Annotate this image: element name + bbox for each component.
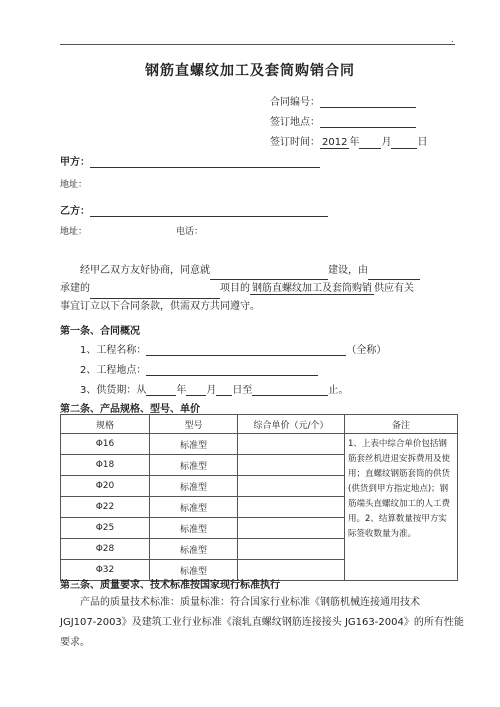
spec-cell: Φ32: [61, 560, 150, 581]
remark-cell: 1、上表中综合单价包括钢筋套丝机进退安拆费用及使用；直螺纹钢筋套筒的供货(供货到甲方指定地点)；钢筋端头直螺纹加工的人工费用。2、结算数量按甲方实际签收数量为准。: [345, 434, 458, 581]
project-name-field[interactable]: [146, 343, 346, 356]
project-location-label: 2、工程地点：: [80, 365, 147, 376]
delivery-to-label: 日至: [232, 385, 253, 396]
intro-part1: 经甲乙双方友好协商，同意就: [80, 265, 210, 276]
delivery-period-row: [80, 381, 348, 396]
column-header: 备注: [345, 415, 458, 434]
price-cell[interactable]: [238, 497, 345, 518]
sign-month-field[interactable]: [359, 136, 381, 149]
price-cell[interactable]: [238, 434, 345, 455]
price-cell[interactable]: [238, 539, 345, 560]
price-cell[interactable]: [238, 476, 345, 497]
page-title: 钢筋直螺纹加工及套筒购销合同: [145, 63, 355, 79]
party-a-row: [60, 153, 320, 168]
project-name-row: [80, 341, 386, 356]
product-table: [60, 414, 458, 581]
table-row: [61, 434, 458, 455]
contract-number-field[interactable]: [320, 95, 416, 108]
spec-cell: Φ20: [61, 476, 150, 497]
party-a-label: 甲方：: [60, 157, 90, 168]
article-3-heading: 第三条、质量要求、技术标准按国家现行标准执行: [60, 580, 280, 591]
intro-line-3: 事宜订立以下合同条款，供需双方共同遵守。: [60, 301, 260, 312]
price-cell[interactable]: [238, 455, 345, 476]
intro-line-1: [80, 261, 420, 280]
header-mark: .: [451, 35, 454, 44]
year-char: 年: [349, 137, 360, 148]
header-rule: [60, 44, 455, 45]
delivery-month-field[interactable]: [186, 383, 206, 396]
column-header: 综合单价（元/个）: [238, 415, 345, 434]
sign-place-label: 签订地点：: [270, 117, 320, 128]
model-cell: 标准型: [150, 497, 238, 518]
delivery-from-label: 3、供货期：从: [80, 385, 147, 396]
party-a-address-label: 地址：: [60, 180, 88, 190]
spec-cell: Φ25: [61, 518, 150, 539]
intro-part3: 承建的: [60, 283, 90, 294]
intro-part5: 供应有关: [374, 283, 414, 294]
sign-day-field[interactable]: [391, 136, 417, 149]
contract-number-label: 合同编号：: [270, 97, 320, 108]
party-a-field[interactable]: [90, 155, 320, 168]
spec-cell: Φ22: [61, 497, 150, 518]
column-header: 规格: [61, 415, 150, 434]
sign-time-row: [270, 133, 427, 149]
model-cell: 标准型: [150, 455, 238, 476]
column-header: 型号: [150, 415, 238, 434]
delivery-month-char: 月: [206, 385, 217, 396]
table-header-row: [61, 415, 458, 434]
month-char: 月: [381, 137, 392, 148]
intro-part4: 项目的: [220, 283, 250, 294]
delivery-day-field[interactable]: [216, 383, 232, 396]
delivery-end-field[interactable]: [252, 383, 328, 396]
article-2-heading: 第二条、产品规格、型号、单价: [60, 404, 200, 415]
delivery-end-char: 止。: [328, 385, 349, 396]
party-b-label: 乙方：: [60, 206, 90, 217]
spec-cell: Φ16: [61, 434, 150, 455]
sign-place-row: [270, 113, 416, 128]
sign-year: 2012: [322, 137, 348, 148]
project-name-label: 1、工程名称：: [80, 345, 147, 356]
project-name-suffix: （全称）: [346, 345, 387, 356]
project-location-row: [80, 361, 318, 376]
quality-line-1: 产品的质量技术标准：质量标准：符合国家行业标准《钢筋机械连接通用技术: [80, 597, 420, 608]
party-b-phone-label: 电话：: [176, 227, 204, 237]
day-char: 日: [417, 137, 428, 148]
spec-cell: Φ18: [61, 455, 150, 476]
delivery-year-field[interactable]: [146, 383, 176, 396]
party-b-row: [60, 202, 328, 217]
model-cell: 标准型: [150, 434, 238, 455]
spec-cell: Φ28: [61, 539, 150, 560]
intro-product: 钢筋直螺纹加工及套筒购销: [252, 283, 372, 294]
article-1-heading: 第一条、合同概况: [60, 326, 140, 337]
model-cell: 标准型: [150, 518, 238, 539]
sign-time-label: 签订时间：: [270, 137, 320, 148]
intro-line-2: [60, 279, 414, 299]
project-location-field[interactable]: [146, 363, 318, 376]
model-cell: 标准型: [150, 539, 238, 560]
model-cell: 标准型: [150, 476, 238, 497]
party-b-address-label: 地址：: [60, 227, 88, 237]
contract-number-row: [270, 93, 416, 108]
price-cell[interactable]: [238, 518, 345, 539]
model-cell: 标准型: [150, 560, 238, 581]
intro-part2: 建设，由: [328, 265, 368, 276]
quality-line-3: 要求。: [60, 637, 90, 648]
delivery-year-char: 年: [176, 385, 187, 396]
quality-line-2: JGJ107-2003》及建筑工业行业标准《滚轧直螺纹钢筋连接接头 JG163-2004》的所有性能: [60, 617, 464, 628]
party-b-field[interactable]: [90, 204, 328, 217]
sign-place-field[interactable]: [320, 115, 416, 128]
